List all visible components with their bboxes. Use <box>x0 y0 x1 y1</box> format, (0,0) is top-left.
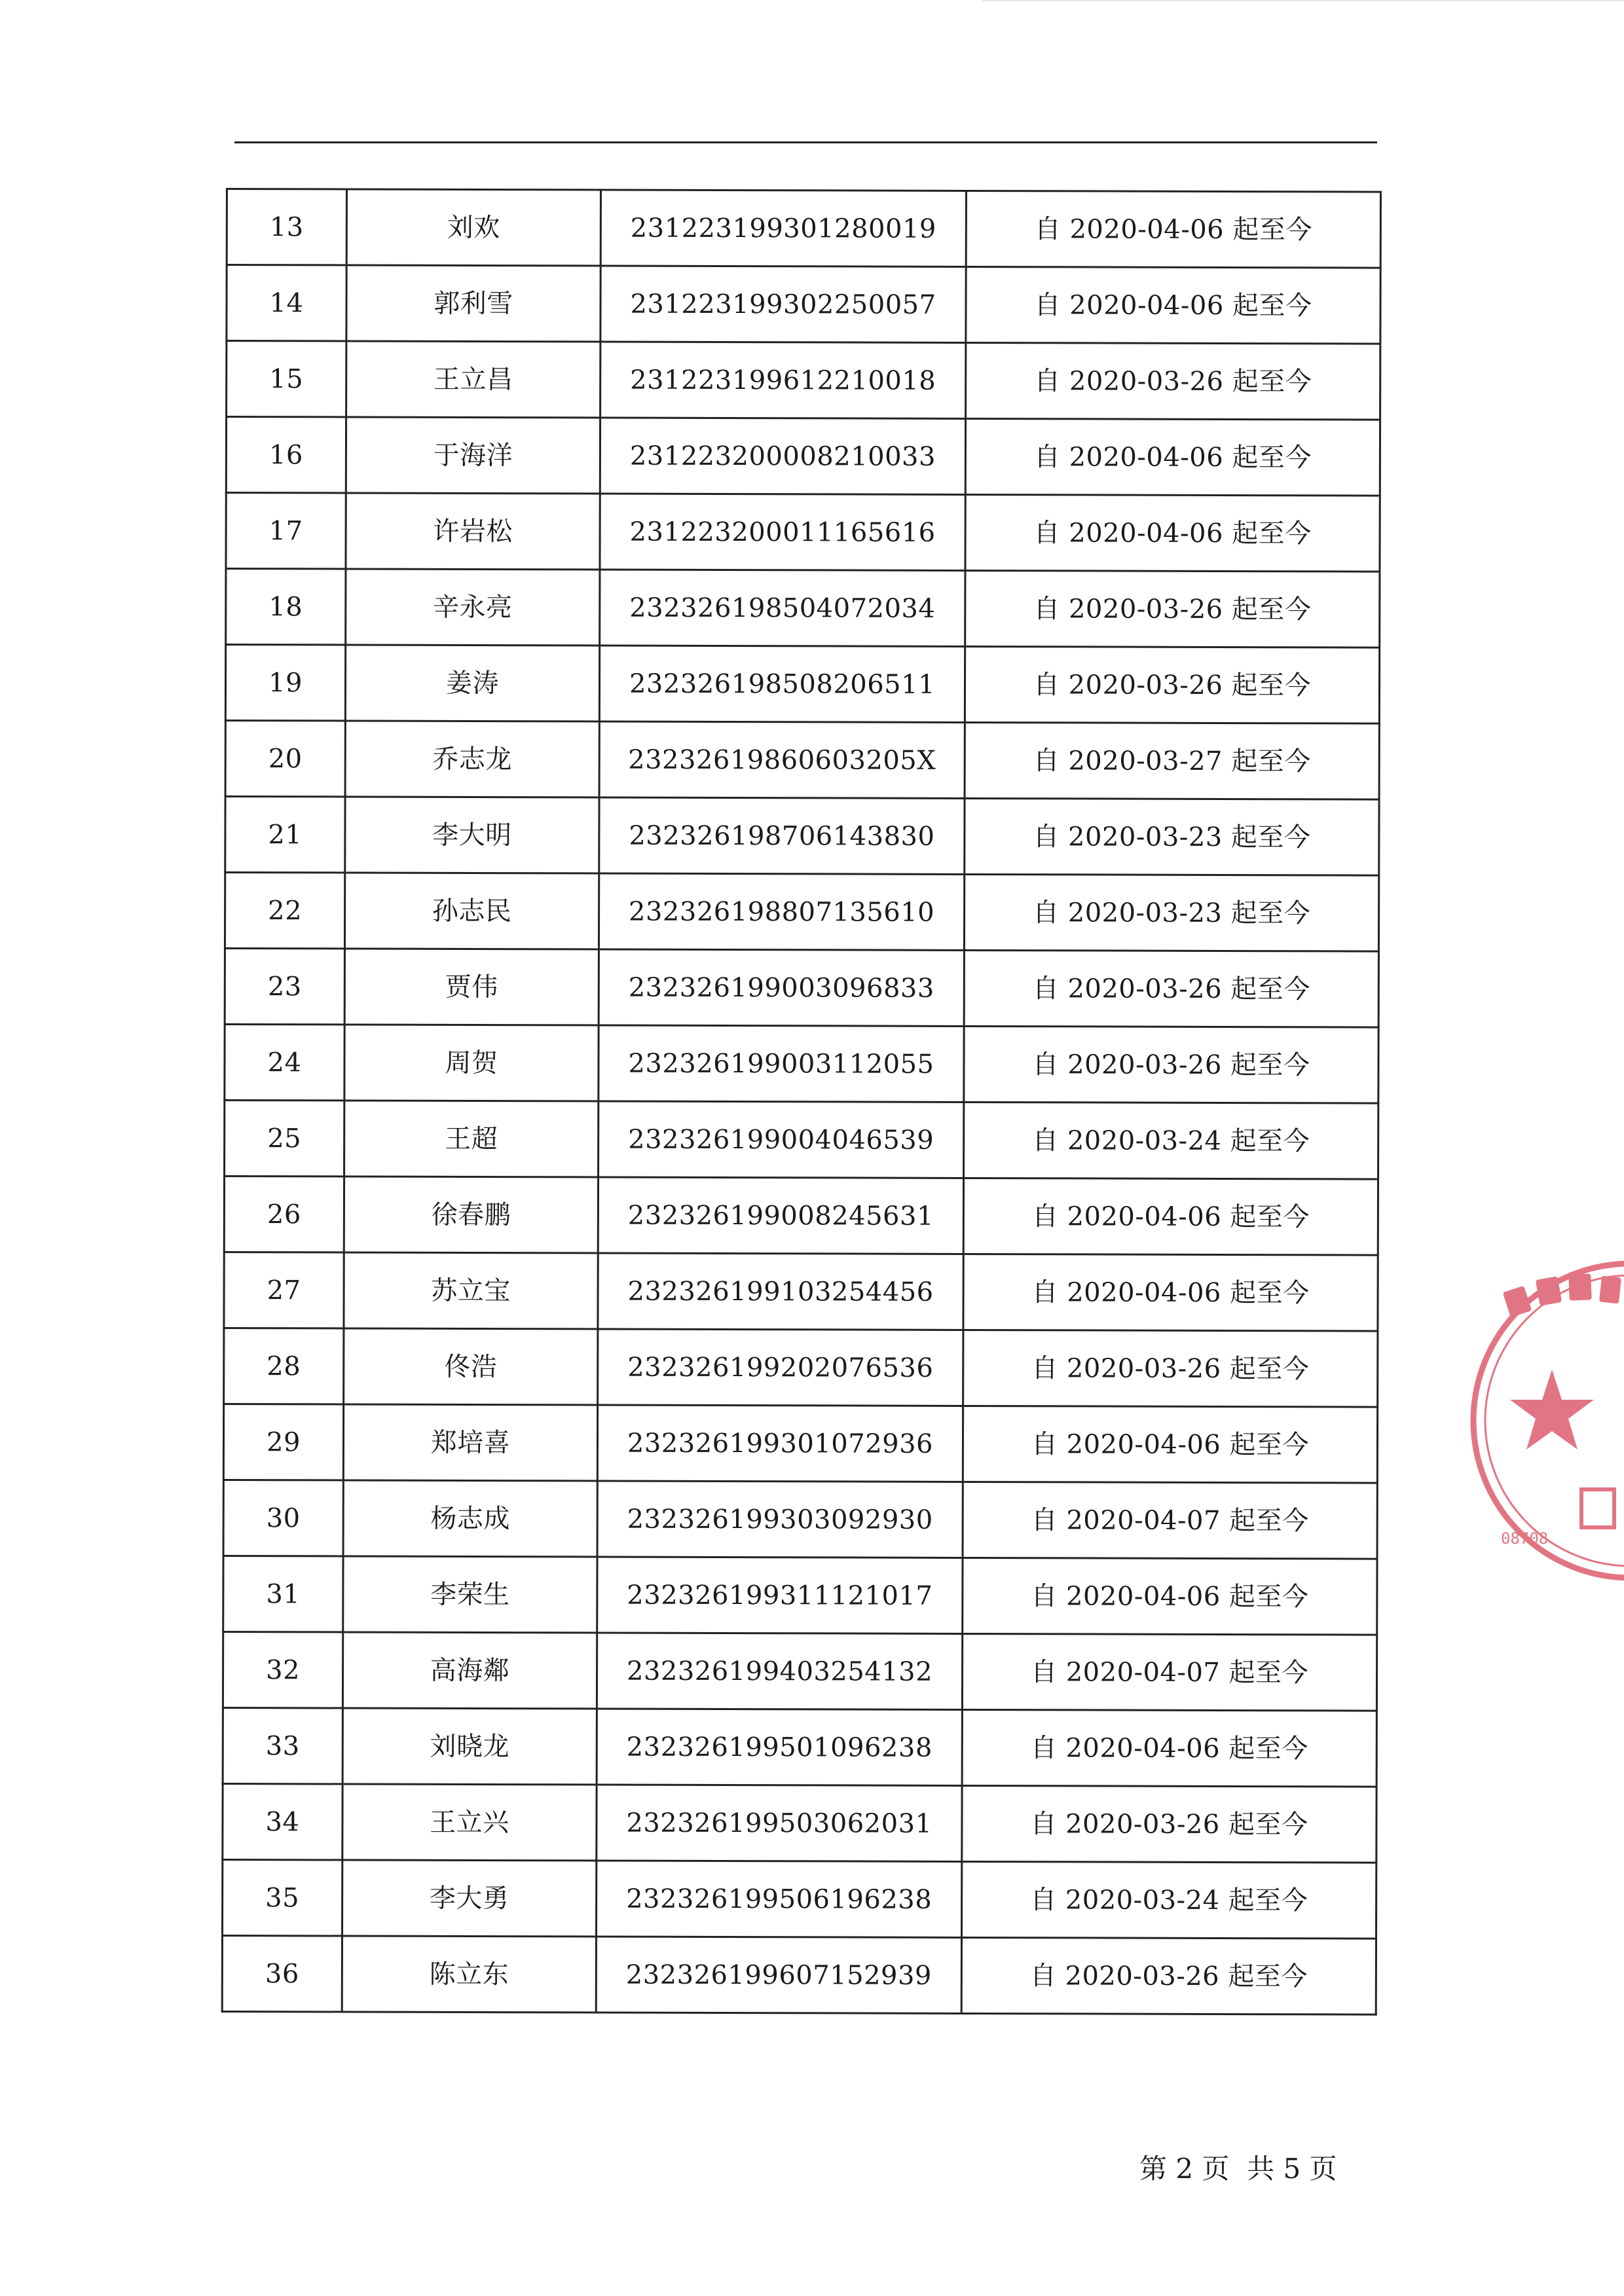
person-name: 王立昌 <box>346 341 600 418</box>
id-number: 232326199503062031 <box>597 1785 962 1861</box>
person-name: 徐春鹏 <box>344 1176 598 1253</box>
table-row <box>225 797 1379 876</box>
id-number: 232326199004046539 <box>599 1101 964 1178</box>
table-row <box>225 1100 1378 1179</box>
table-row <box>223 1859 1376 1939</box>
row-number: 24 <box>225 1024 344 1100</box>
id-number: 232326198706143830 <box>599 797 965 874</box>
employment-period: 自 2020-04-06 起至今 <box>962 1709 1376 1787</box>
employment-period: 自 2020-03-26 起至今 <box>961 1937 1376 2014</box>
person-name: 陈立东 <box>342 1936 596 2013</box>
row-number: 18 <box>226 569 346 645</box>
table-row <box>223 1707 1376 1787</box>
row-number: 36 <box>222 1935 342 2011</box>
table-row <box>226 569 1380 648</box>
row-number: 16 <box>226 417 346 493</box>
table-row <box>223 1480 1377 1559</box>
header-rule <box>234 141 1377 143</box>
person-name: 辛永亮 <box>346 569 600 646</box>
person-name: 李荣生 <box>343 1556 597 1633</box>
id-number: 232326199403254132 <box>597 1633 962 1709</box>
seal-code: 08708 <box>1501 1529 1549 1548</box>
employment-period: 自 2020-03-23 起至今 <box>964 874 1378 951</box>
table-row <box>224 1176 1378 1255</box>
row-number: 13 <box>227 189 346 265</box>
employment-period: 自 2020-03-26 起至今 <box>965 646 1379 723</box>
employment-period: 自 2020-04-06 起至今 <box>965 418 1380 496</box>
official-seal-graphic <box>1467 1231 1624 1597</box>
person-name: 李大明 <box>345 797 599 873</box>
row-number: 34 <box>223 1783 342 1859</box>
table-row <box>224 1252 1378 1331</box>
person-name: 于海洋 <box>346 417 600 494</box>
id-number: 232326199303092930 <box>597 1481 963 1558</box>
employment-period: 自 2020-04-06 起至今 <box>963 1254 1378 1331</box>
row-number: 14 <box>227 265 346 341</box>
id-number: 232326199501096238 <box>597 1709 962 1785</box>
person-name: 乔志龙 <box>345 721 599 797</box>
table-row <box>224 1328 1378 1407</box>
employment-period: 自 2020-03-26 起至今 <box>966 342 1380 420</box>
table-row <box>227 189 1380 268</box>
id-number: 231223199301280019 <box>600 190 966 266</box>
person-name: 苏立宝 <box>344 1252 598 1329</box>
id-number: 232326199008245631 <box>598 1177 963 1254</box>
person-name: 贾伟 <box>344 949 599 1025</box>
id-number: 232326198807135610 <box>599 873 964 950</box>
row-number: 20 <box>225 721 345 797</box>
id-number: 231223200011165616 <box>600 494 965 570</box>
table-row <box>223 1783 1376 1863</box>
id-number: 231223199302250057 <box>600 266 966 342</box>
row-number: 21 <box>225 797 345 873</box>
person-name: 许岩松 <box>346 493 600 570</box>
person-name: 郭利雪 <box>346 265 600 342</box>
row-number: 28 <box>224 1328 344 1404</box>
table-row <box>225 721 1379 800</box>
table-row <box>225 873 1378 952</box>
person-name: 刘晓龙 <box>342 1708 597 1785</box>
row-number: 27 <box>224 1252 344 1328</box>
row-number: 32 <box>223 1631 342 1707</box>
table-row <box>226 417 1380 496</box>
employment-period: 自 2020-03-24 起至今 <box>964 1102 1378 1179</box>
person-name: 周贺 <box>344 1025 599 1101</box>
table-row <box>227 341 1380 420</box>
table-row <box>223 1631 1376 1711</box>
id-number: 232326198504072034 <box>600 570 965 646</box>
official-seal <box>1467 1231 1624 1597</box>
id-number: 232326199311121017 <box>597 1557 963 1633</box>
row-number: 33 <box>223 1707 342 1783</box>
scan-edge-line <box>982 0 1624 8</box>
employment-period: 自 2020-03-23 起至今 <box>965 798 1379 875</box>
employment-period: 自 2020-03-26 起至今 <box>964 1026 1378 1103</box>
employment-period: 自 2020-03-26 起至今 <box>965 570 1380 647</box>
employment-period: 自 2020-03-27 起至今 <box>965 722 1379 799</box>
employment-period: 自 2020-04-06 起至今 <box>966 191 1380 268</box>
row-number: 30 <box>223 1480 343 1556</box>
id-number: 232326199003112055 <box>599 1025 964 1102</box>
id-number: 231223199612210018 <box>600 342 966 418</box>
person-name: 李大勇 <box>342 1860 597 1937</box>
personnel-table-body <box>222 189 1380 2015</box>
employment-period: 自 2020-04-06 起至今 <box>965 494 1380 572</box>
row-number: 22 <box>225 873 344 949</box>
person-name: 姜涛 <box>345 645 599 721</box>
employment-period: 自 2020-03-26 起至今 <box>962 1785 1376 1863</box>
id-number: 232326199003096833 <box>599 949 964 1026</box>
id-number: 232326199202076536 <box>598 1329 963 1406</box>
id-number: 231223200008210033 <box>600 418 965 494</box>
employment-period: 自 2020-04-06 起至今 <box>963 1558 1377 1635</box>
employment-period: 自 2020-04-06 起至今 <box>966 266 1380 344</box>
person-name: 高海鄰 <box>342 1632 597 1709</box>
employment-period: 自 2020-04-07 起至今 <box>962 1633 1376 1711</box>
table-row <box>225 949 1378 1028</box>
person-name: 王立兴 <box>342 1784 597 1861</box>
page-number: 第 2 页 共 5 页 <box>1139 2153 1337 2185</box>
person-name: 刘欢 <box>346 189 600 266</box>
row-number: 31 <box>223 1556 343 1631</box>
row-number: 25 <box>225 1100 344 1176</box>
person-name: 佟浩 <box>344 1328 598 1405</box>
id-number: 232326199607152939 <box>596 1937 961 2013</box>
table-row <box>226 493 1380 572</box>
row-number: 17 <box>226 493 346 569</box>
id-number: 23232619860603205X <box>599 721 965 798</box>
id-number: 232326199506196238 <box>597 1861 962 1937</box>
row-number: 15 <box>227 341 346 417</box>
employment-period: 自 2020-03-24 起至今 <box>962 1861 1376 1939</box>
id-number: 232326198508206511 <box>599 646 965 722</box>
table-row <box>227 265 1380 344</box>
id-number: 232326199103254456 <box>598 1253 963 1330</box>
row-number: 23 <box>225 949 344 1025</box>
person-name: 郑培喜 <box>343 1404 597 1481</box>
employment-period: 自 2020-04-06 起至今 <box>963 1178 1378 1255</box>
row-number: 35 <box>223 1859 342 1935</box>
employment-period: 自 2020-03-26 起至今 <box>964 950 1378 1027</box>
employment-period: 自 2020-04-06 起至今 <box>963 1406 1377 1483</box>
person-name: 孙志民 <box>344 873 599 949</box>
id-number: 232326199301072936 <box>597 1405 963 1482</box>
row-number: 26 <box>224 1176 344 1252</box>
employment-period: 自 2020-03-26 起至今 <box>963 1330 1378 1407</box>
seal-star-icon <box>1510 1370 1594 1449</box>
personnel-table <box>221 188 1382 2016</box>
row-number: 29 <box>223 1404 343 1480</box>
table-row <box>223 1556 1377 1635</box>
person-name: 王超 <box>344 1101 599 1177</box>
table-row <box>225 645 1379 724</box>
table-row <box>222 1935 1376 2014</box>
table-row <box>223 1404 1377 1483</box>
person-name: 杨志成 <box>343 1480 597 1557</box>
row-number: 19 <box>225 645 345 721</box>
employment-period: 自 2020-04-07 起至今 <box>963 1482 1377 1559</box>
table-row <box>225 1024 1378 1103</box>
